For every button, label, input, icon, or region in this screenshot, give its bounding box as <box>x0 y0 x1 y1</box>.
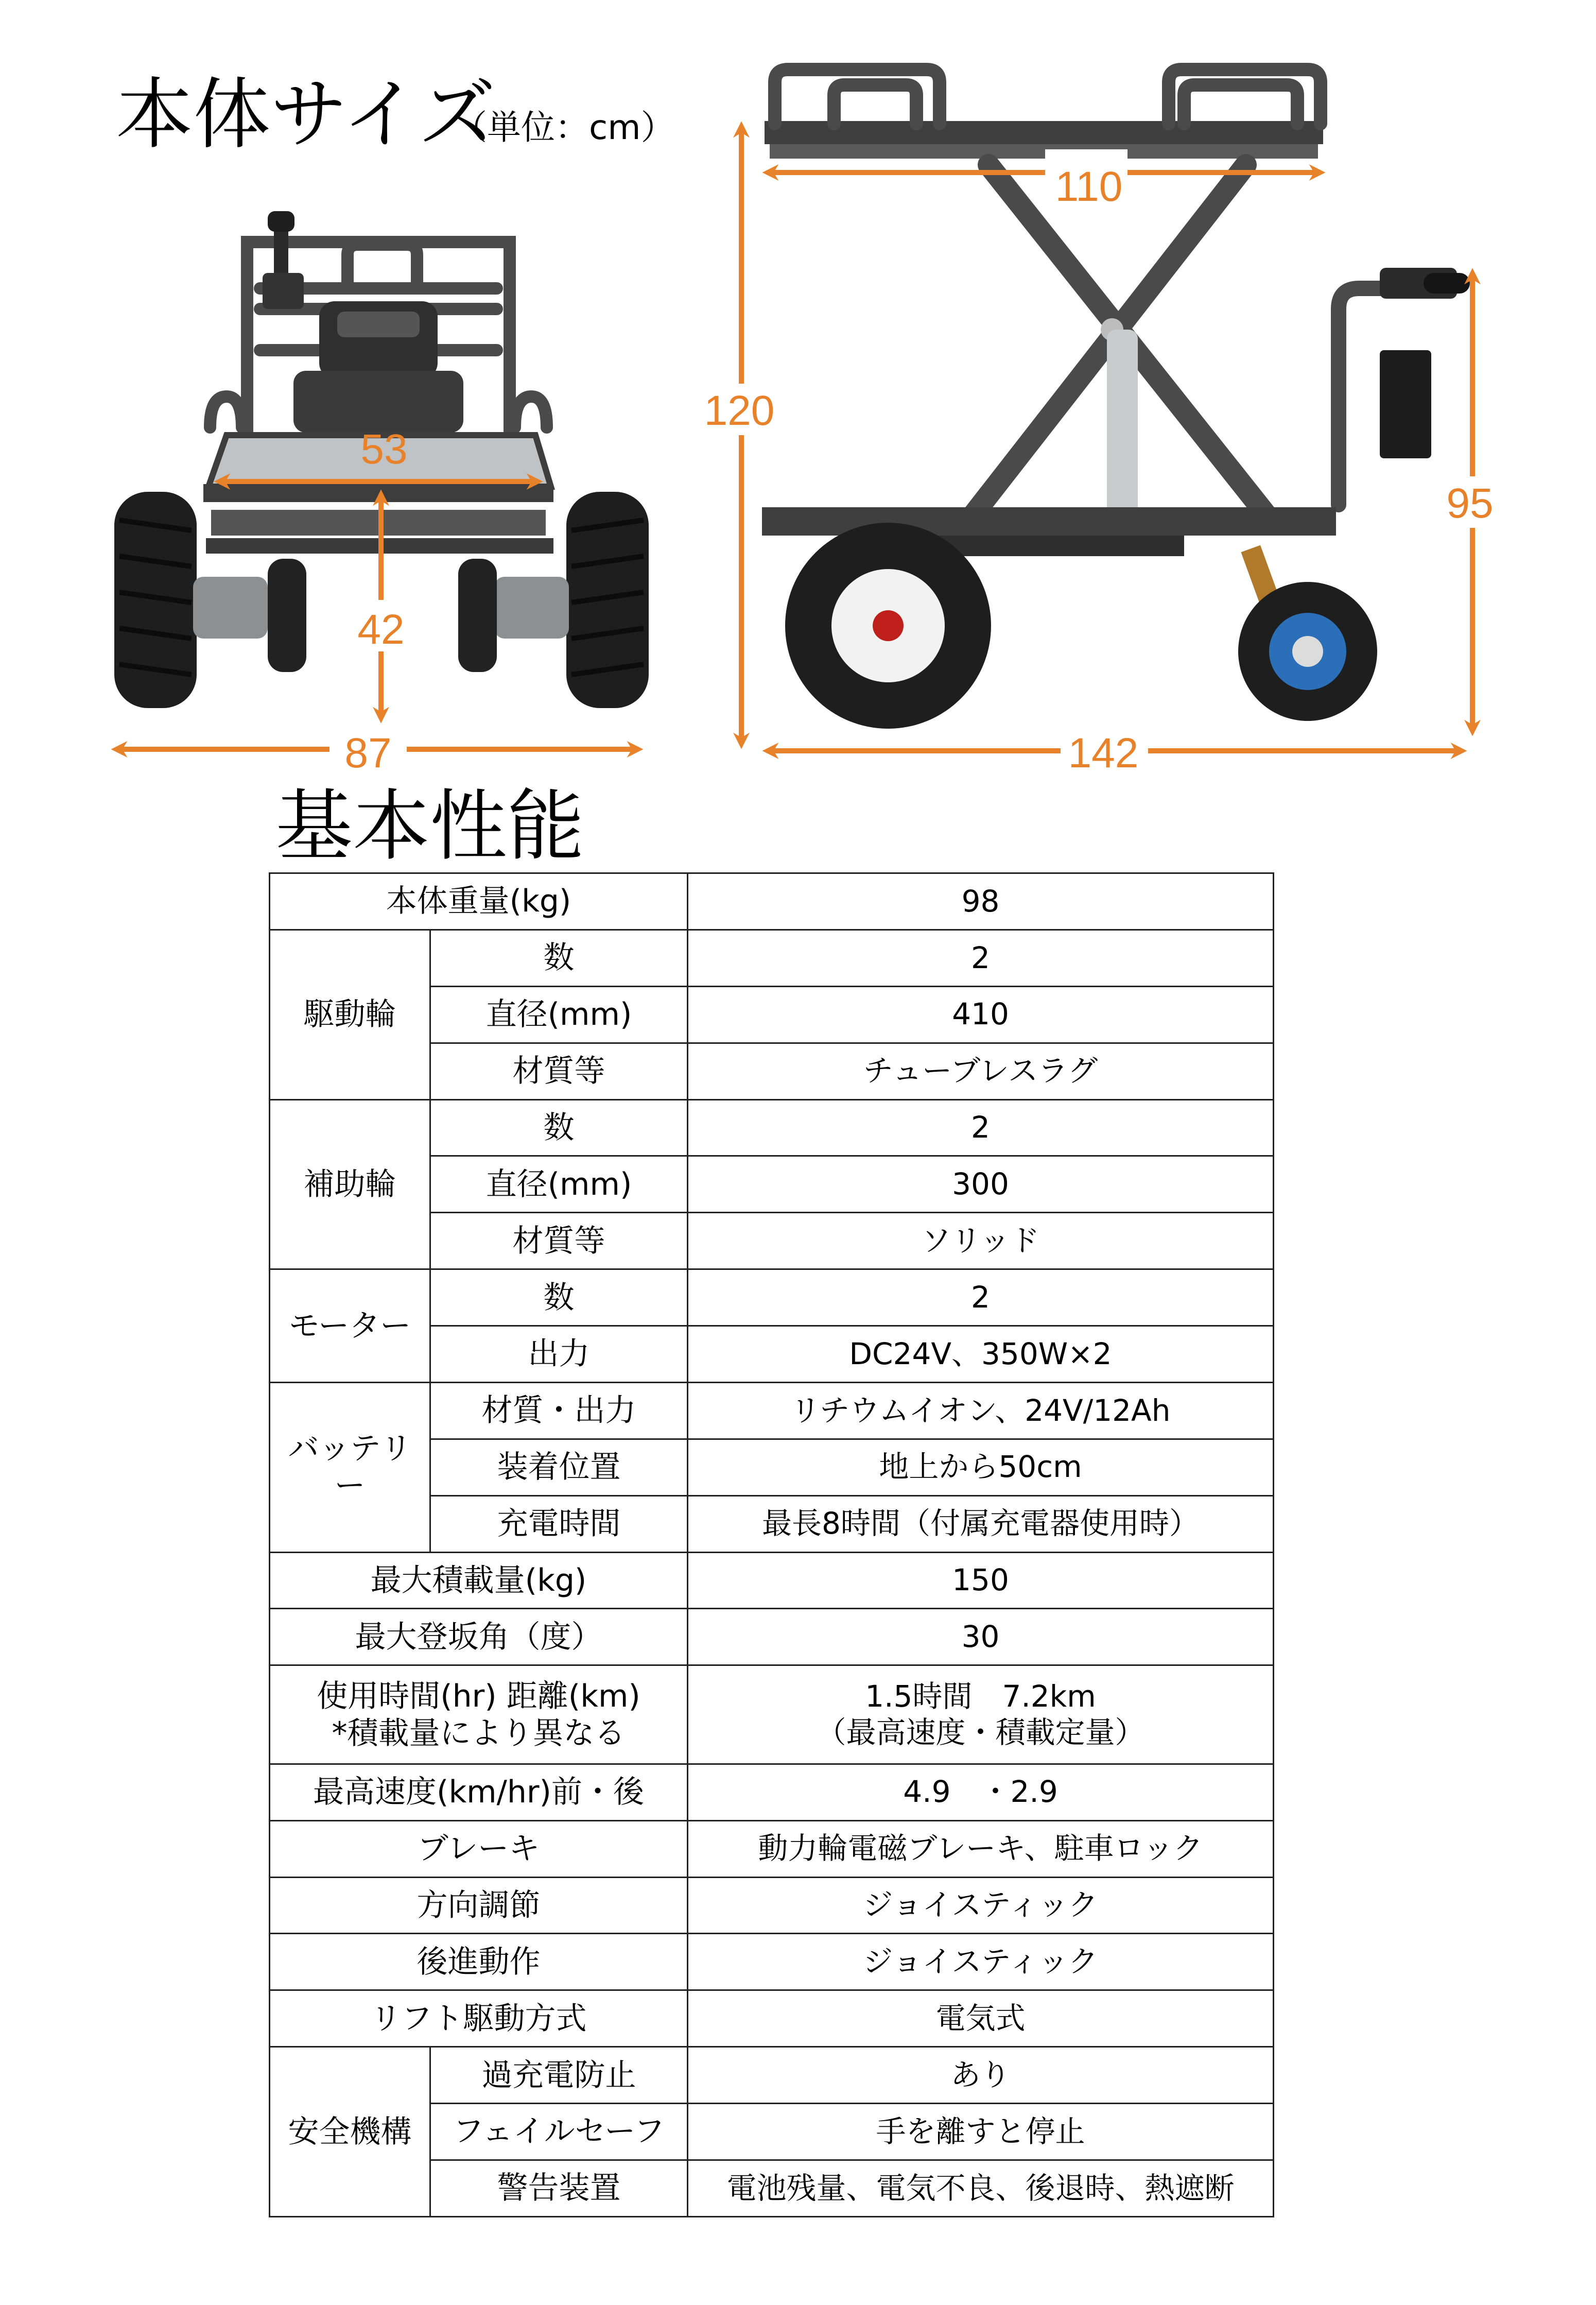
dim-label-53: 53 <box>360 426 408 473</box>
dim-label-42: 42 <box>357 606 405 653</box>
spec-label: 方向調節 <box>270 1877 688 1934</box>
spec-label: 数 <box>430 1269 688 1326</box>
spec-label: 直径(mm) <box>430 986 688 1043</box>
table-row <box>270 1990 1274 2047</box>
table-row <box>270 1099 1274 1156</box>
table-row <box>270 1609 1274 1665</box>
dim-label-142: 142 <box>1068 730 1139 777</box>
table-row <box>270 1764 1274 1820</box>
spec-value: 2 <box>688 1099 1274 1156</box>
table-row <box>270 873 1274 930</box>
spec-value: 300 <box>688 1156 1274 1213</box>
spec-table <box>269 872 1274 2217</box>
table-row <box>270 930 1274 986</box>
spec-label: 最大積載量(kg) <box>270 1552 688 1609</box>
spec-value: 電池残量、電気不良、後退時、熱遮断 <box>688 2160 1274 2216</box>
dim-label-110: 110 <box>1055 163 1123 210</box>
performance-heading: 基本性能 <box>275 782 585 871</box>
table-row <box>270 1269 1274 1326</box>
table-row <box>270 1877 1274 1934</box>
spec-value: 410 <box>688 986 1274 1043</box>
table-row <box>270 1665 1274 1764</box>
spec-label: 数 <box>430 930 688 986</box>
spec-label: 材質・出力 <box>430 1382 688 1439</box>
spec-label <box>270 1665 688 1764</box>
spec-label: ブレーキ <box>270 1820 688 1877</box>
table-row <box>270 1552 1274 1609</box>
spec-label: 最大登坂角（度） <box>270 1609 688 1665</box>
size-unit-note: （単位：cm） <box>453 108 675 147</box>
spec-value: リチウムイオン、24V/12Ah <box>688 1382 1274 1439</box>
spec-value: 地上から50cm <box>688 1439 1274 1495</box>
spec-label: 後進動作 <box>270 1934 688 1990</box>
dim-label-95: 95 <box>1446 480 1494 527</box>
spec-group-label: 安全機構 <box>270 2047 430 2217</box>
size-heading: 本体サイズ <box>116 70 496 160</box>
spec-value: ソリッド <box>688 1213 1274 1269</box>
spec-label: 充電時間 <box>430 1495 688 1552</box>
spec-label: フェイルセーフ <box>430 2104 688 2160</box>
spec-group-label: バッテリー <box>270 1382 430 1552</box>
spec-value: 電気式 <box>688 1990 1274 2047</box>
spec-label: 数 <box>430 1099 688 1156</box>
spec-label: 過充電防止 <box>430 2047 688 2104</box>
spec-value: 動力輪電磁ブレーキ、駐車ロック <box>688 1820 1274 1877</box>
spec-group-label: モーター <box>270 1269 430 1383</box>
spec-label: 直径(mm) <box>430 1156 688 1213</box>
spec-value: DC24V、350W×2 <box>688 1326 1274 1383</box>
spec-group-label: 補助輪 <box>270 1099 430 1269</box>
spec-value: 2 <box>688 1269 1274 1326</box>
spec-value: 30 <box>688 1609 1274 1665</box>
spec-label: 本体重量(kg) <box>270 873 688 930</box>
dim-label-87: 87 <box>344 730 392 777</box>
table-row <box>270 1934 1274 1990</box>
spec-value: 150 <box>688 1552 1274 1609</box>
spec-label: 最高速度(km/hr)前・後 <box>270 1764 688 1820</box>
spec-value: チューブレスラグ <box>688 1043 1274 1099</box>
spec-label: 出力 <box>430 1326 688 1383</box>
product-figures <box>0 0 1596 783</box>
spec-value <box>688 1665 1274 1764</box>
usage-value-line-2: （最高速度・積載定量） <box>816 1714 1145 1750</box>
spec-value: 手を離すと停止 <box>688 2104 1274 2160</box>
spec-value: ジョイスティック <box>688 1877 1274 1934</box>
usage-label-line-2: *積載量により異なる <box>332 1715 626 1751</box>
table-row <box>270 1382 1274 1439</box>
spec-value: 2 <box>688 930 1274 986</box>
spec-value: 98 <box>688 873 1274 930</box>
spec-label: リフト駆動方式 <box>270 1990 688 2047</box>
table-row <box>270 2047 1274 2104</box>
usage-label-line-1: 使用時間(hr) 距離(km) <box>317 1678 640 1714</box>
spec-label: 材質等 <box>430 1043 688 1099</box>
spec-label: 材質等 <box>430 1213 688 1269</box>
table-row <box>270 1820 1274 1877</box>
spec-label: 警告装置 <box>430 2160 688 2216</box>
usage-value-line-1: 1.5時間 7.2km <box>865 1678 1096 1714</box>
spec-group-label: 駆動輪 <box>270 930 430 1099</box>
dim-label-120: 120 <box>704 387 775 434</box>
spec-value: あり <box>688 2047 1274 2104</box>
spec-label: 装着位置 <box>430 1439 688 1495</box>
spec-value: 最長8時間（付属充電器使用時） <box>688 1495 1274 1552</box>
spec-value: 4.9 ・2.9 <box>688 1764 1274 1820</box>
spec-value: ジョイスティック <box>688 1934 1274 1990</box>
